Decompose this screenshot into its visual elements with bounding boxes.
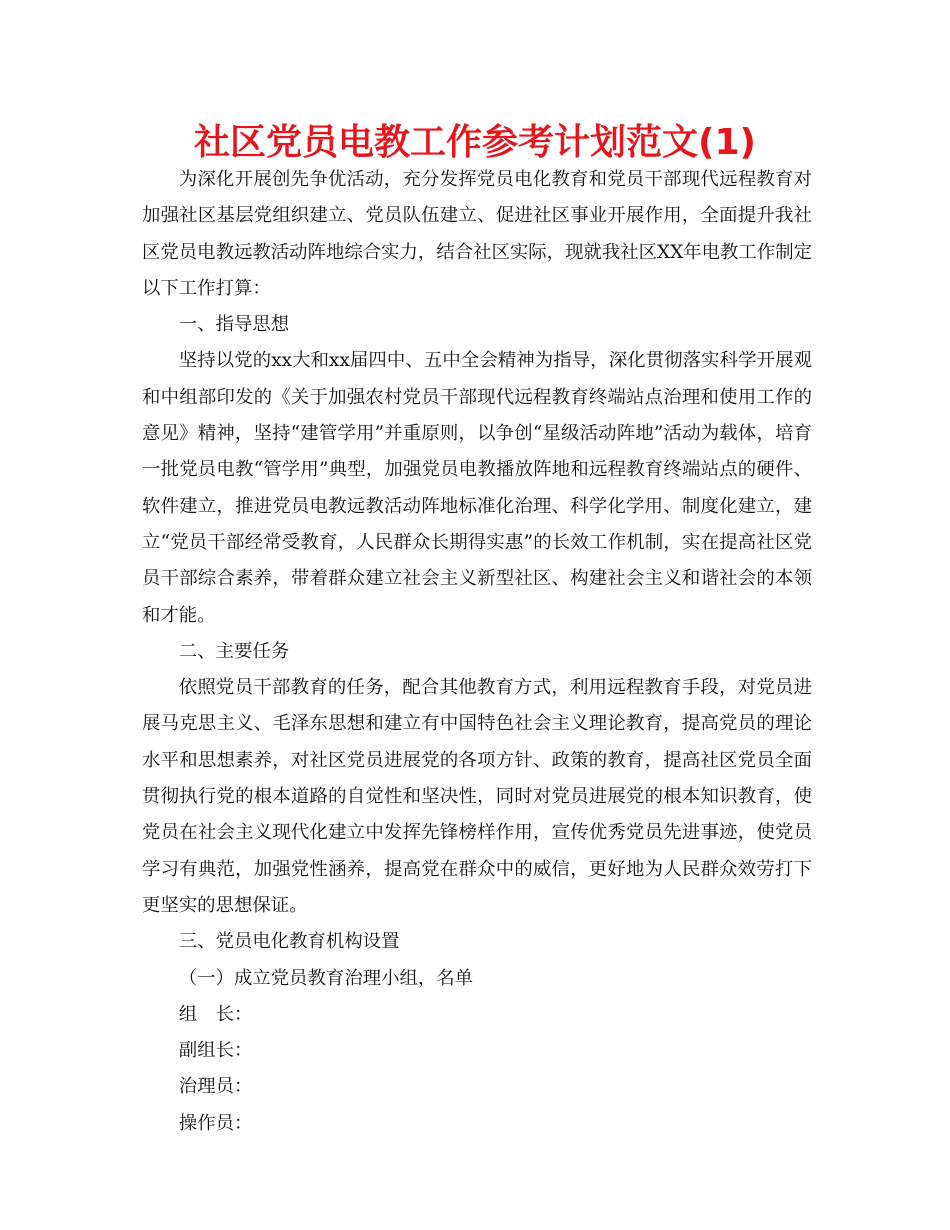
role-operator: 操作员：	[178, 1112, 253, 1134]
document-body	[142, 162, 812, 1142]
role-deputy-leader: 副组长：	[178, 1040, 253, 1062]
section-1-heading: 一、指导思想	[178, 314, 290, 336]
section-2-paragraph: 依照党员干部教育的任务，配合其他教育方式，利用远程教育手段，对党员进展马克思主义、毛泽东思想和建立有中国特色社会主义理论教育，提高党员的理论水平和思想素养，对社区党员进展党的各项方针、政策的教育，提高社区党员全面贯彻执行党的根本道路的自觉性和坚决性，同时对党员进展党的根本知识教育，使党员在社会主义现代化建立中发挥先锋榜样作用，宣传优秀党员先进事迹，使党员学习有典范，加强党性涵养，提高党在群众中的威信，更好地为人民群众效劳打下更坚实的思想保证。	[142, 677, 812, 916]
intro-paragraph: 为深化开展创先争优活动，充分发挥党员电化教育和党员干部现代远程教育对加强社区基层党组织建立、党员队伍建立、促进社区事业开展作用，全面提升我社区党员电教远教活动阵地综合实力，结合社区实际，现就我社区XX年电教工作制定以下工作打算：	[142, 169, 812, 299]
document-title: 社区党员电教工作参考计划范文(1)	[194, 122, 756, 163]
section-3-heading: 三、党员电化教育机构设置	[178, 931, 400, 953]
subsection-1-heading: （一）成立党员教育治理小组，名单	[178, 967, 474, 989]
section-2-heading: 二、主要任务	[178, 640, 290, 662]
role-group-leader: 组 长：	[178, 1003, 253, 1025]
role-administrator: 治理员：	[178, 1076, 253, 1098]
section-1-paragraph: 坚持以党的xx大和xx届四中、五中全会精神为指导，深化贯彻落实科学开展观和中组部印发的《关于加强农村党员干部现代远程教育终端站点治理和使用工作的意见》精神，坚持“建管学用”并重原则，以争创“星级活动阵地”活动为载体，培育一批党员电教“管学用”典型，加强党员电教播放阵地和远程教育终端站点的硬件、软件建立，推进党员电教远教活动阵地标准化治理、科学化学用、制度化建立，建立“党员干部经常受教育，人民群众长期得实惠”的长效工作机制，实在提高社区党员干部综合素养，带着群众建立社会主义新型社区、构建社会主义和谐社会的本领和才能。	[142, 350, 812, 626]
